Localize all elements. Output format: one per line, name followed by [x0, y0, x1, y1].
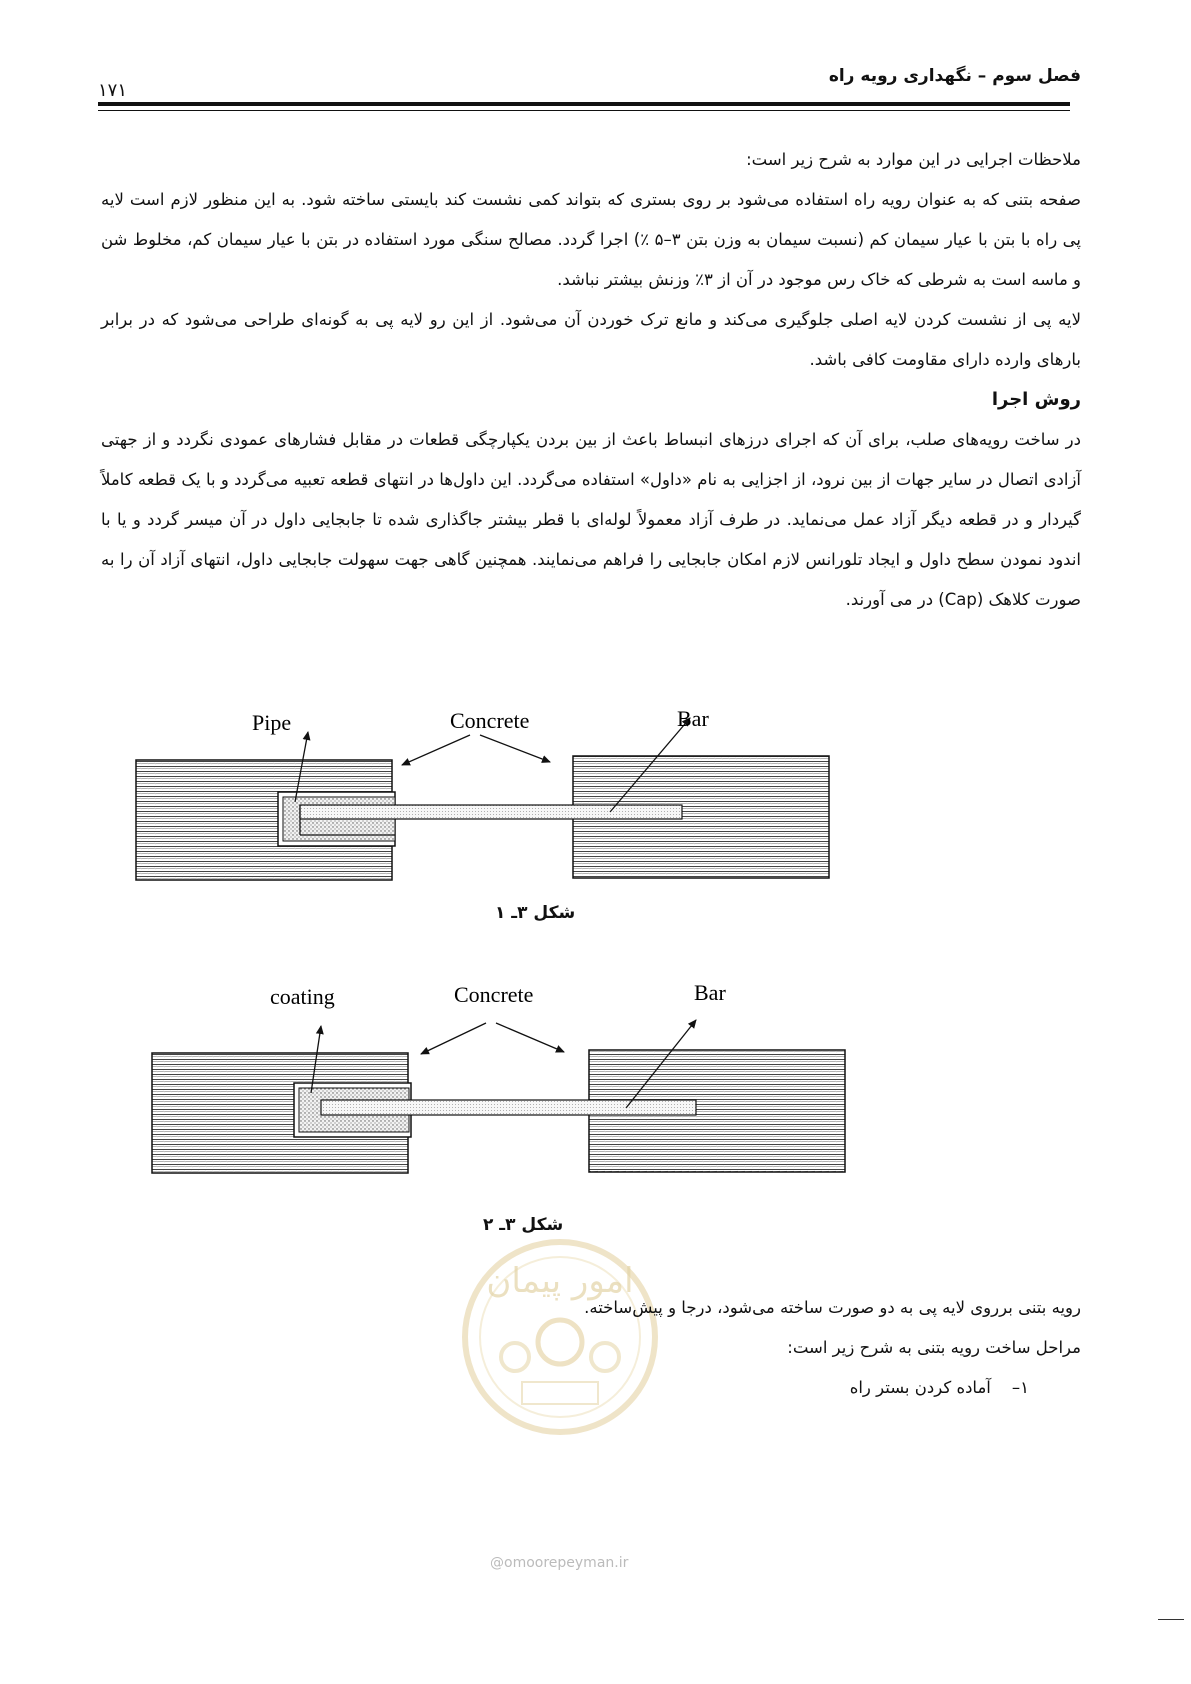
watermark-seal-text: امور پیمان	[486, 1261, 634, 1301]
dowel-bar	[321, 1100, 696, 1115]
label-bar: Bar	[694, 980, 726, 1005]
figure-1-diagram	[120, 690, 880, 900]
label-pipe: Pipe	[252, 710, 292, 735]
concrete-arrow-left	[421, 1023, 486, 1054]
label-coating: coating	[270, 984, 335, 1009]
section-heading-method: روش اجرا	[991, 389, 1081, 410]
chapter-title: فصل سوم – نگهداری رویه راه	[828, 66, 1081, 86]
concrete-arrow-left	[402, 735, 470, 765]
header-rule-thick	[98, 102, 1070, 106]
edge-mark	[1158, 1619, 1184, 1620]
paragraph-construction-steps: مراحل ساخت رویه بتنی به شرح زیر است:	[787, 1338, 1081, 1357]
list-item	[101, 1368, 1081, 1408]
figure-2-caption: شکل ۳ـ ۲	[483, 1215, 564, 1235]
label-bar: Bar	[677, 706, 709, 731]
figure-2-diagram	[136, 968, 896, 1178]
dowel-bar	[300, 805, 682, 819]
page-number: ۱۷۱	[98, 80, 128, 101]
concrete-arrow-right	[496, 1023, 564, 1052]
list-item-text: آماده کردن بستر راه	[849, 1378, 991, 1397]
watermark-url: @omoorepeyman.ir	[490, 1555, 629, 1571]
concrete-arrow-right	[480, 735, 550, 762]
figure-1-caption: شکل ۳ـ ۱	[495, 903, 576, 923]
section-construction	[101, 1288, 1081, 1408]
header-rule-thin	[98, 110, 1070, 111]
paragraph-base-layer: لایه پی از نشست کردن لایه اصلی جلوگیری می‌کند و مانع ترک خوردن آن می‌شود. از این رو لایه پی به گونه‌ای طراحی می‌شود که در برابر بارهای وارده دارای مقاومت کافی باشد.	[101, 310, 1081, 369]
paragraph-dowel: در ساخت رویه‌های صلب، برای آن که اجرای درزهای انبساط باعث از بین بردن یکپارچگی قطعات در مقابل فشارهای عمودی نگردد و از جهتی آزادی اتصال در سایر جهات از بین نرود، از اجزایی به نام «داول» استفاده می‌گردد. این داول‌ها در انتهای قطعه تعبیه می‌گردد و با یک قطعه کاملاً گیردار و در قطعه دیگر آزاد عمل می‌نماید. در طرف آزاد معمولاً لوله‌ای با قطر بیشتر جاگذاری شده تا جابجایی داول در آن میسر گردد و یا با اندود نمودن سطح داول و ایجاد تلورانس لازم امکان جابجایی را فراهم می‌نمایند. همچنین گاهی جهت سهولت جابجایی داول، انتهای آزاد آن را به صورت کلاهک (Cap) در می آورند.	[101, 430, 1081, 609]
label-concrete: Concrete	[450, 708, 530, 733]
section-execution-notes	[101, 140, 1081, 620]
intro-paragraph: ملاحظات اجرایی در این موارد به شرح زیر است:	[746, 150, 1081, 169]
label-concrete: Concrete	[454, 982, 534, 1007]
paragraph-construction-types: رویه بتنی برروی لایه پی به دو صورت ساخته می‌شود، درجا و پیش‌ساخته.	[584, 1298, 1081, 1317]
paragraph-slab-base: صفحه بتنی که به عنوان رویه راه استفاده می‌شود بر روی بستری که بتواند کمی نشست کند بایستی ساخته شود. به این منظور لازم است لایه پی راه با بتن با عیار سیمان کم (نسبت سیمان به وزن بتن ۳–۵ ٪) اجرا گردد. مصالح سنگی مورد استفاده در بتن با عیار سیمان کم، مخلوط شن و ماسه است به شرطی که خاک رس موجود در آن از ۳٪ وزنش بیشتر نباشد.	[101, 190, 1081, 289]
list-item-number: ۱–	[1011, 1378, 1029, 1397]
